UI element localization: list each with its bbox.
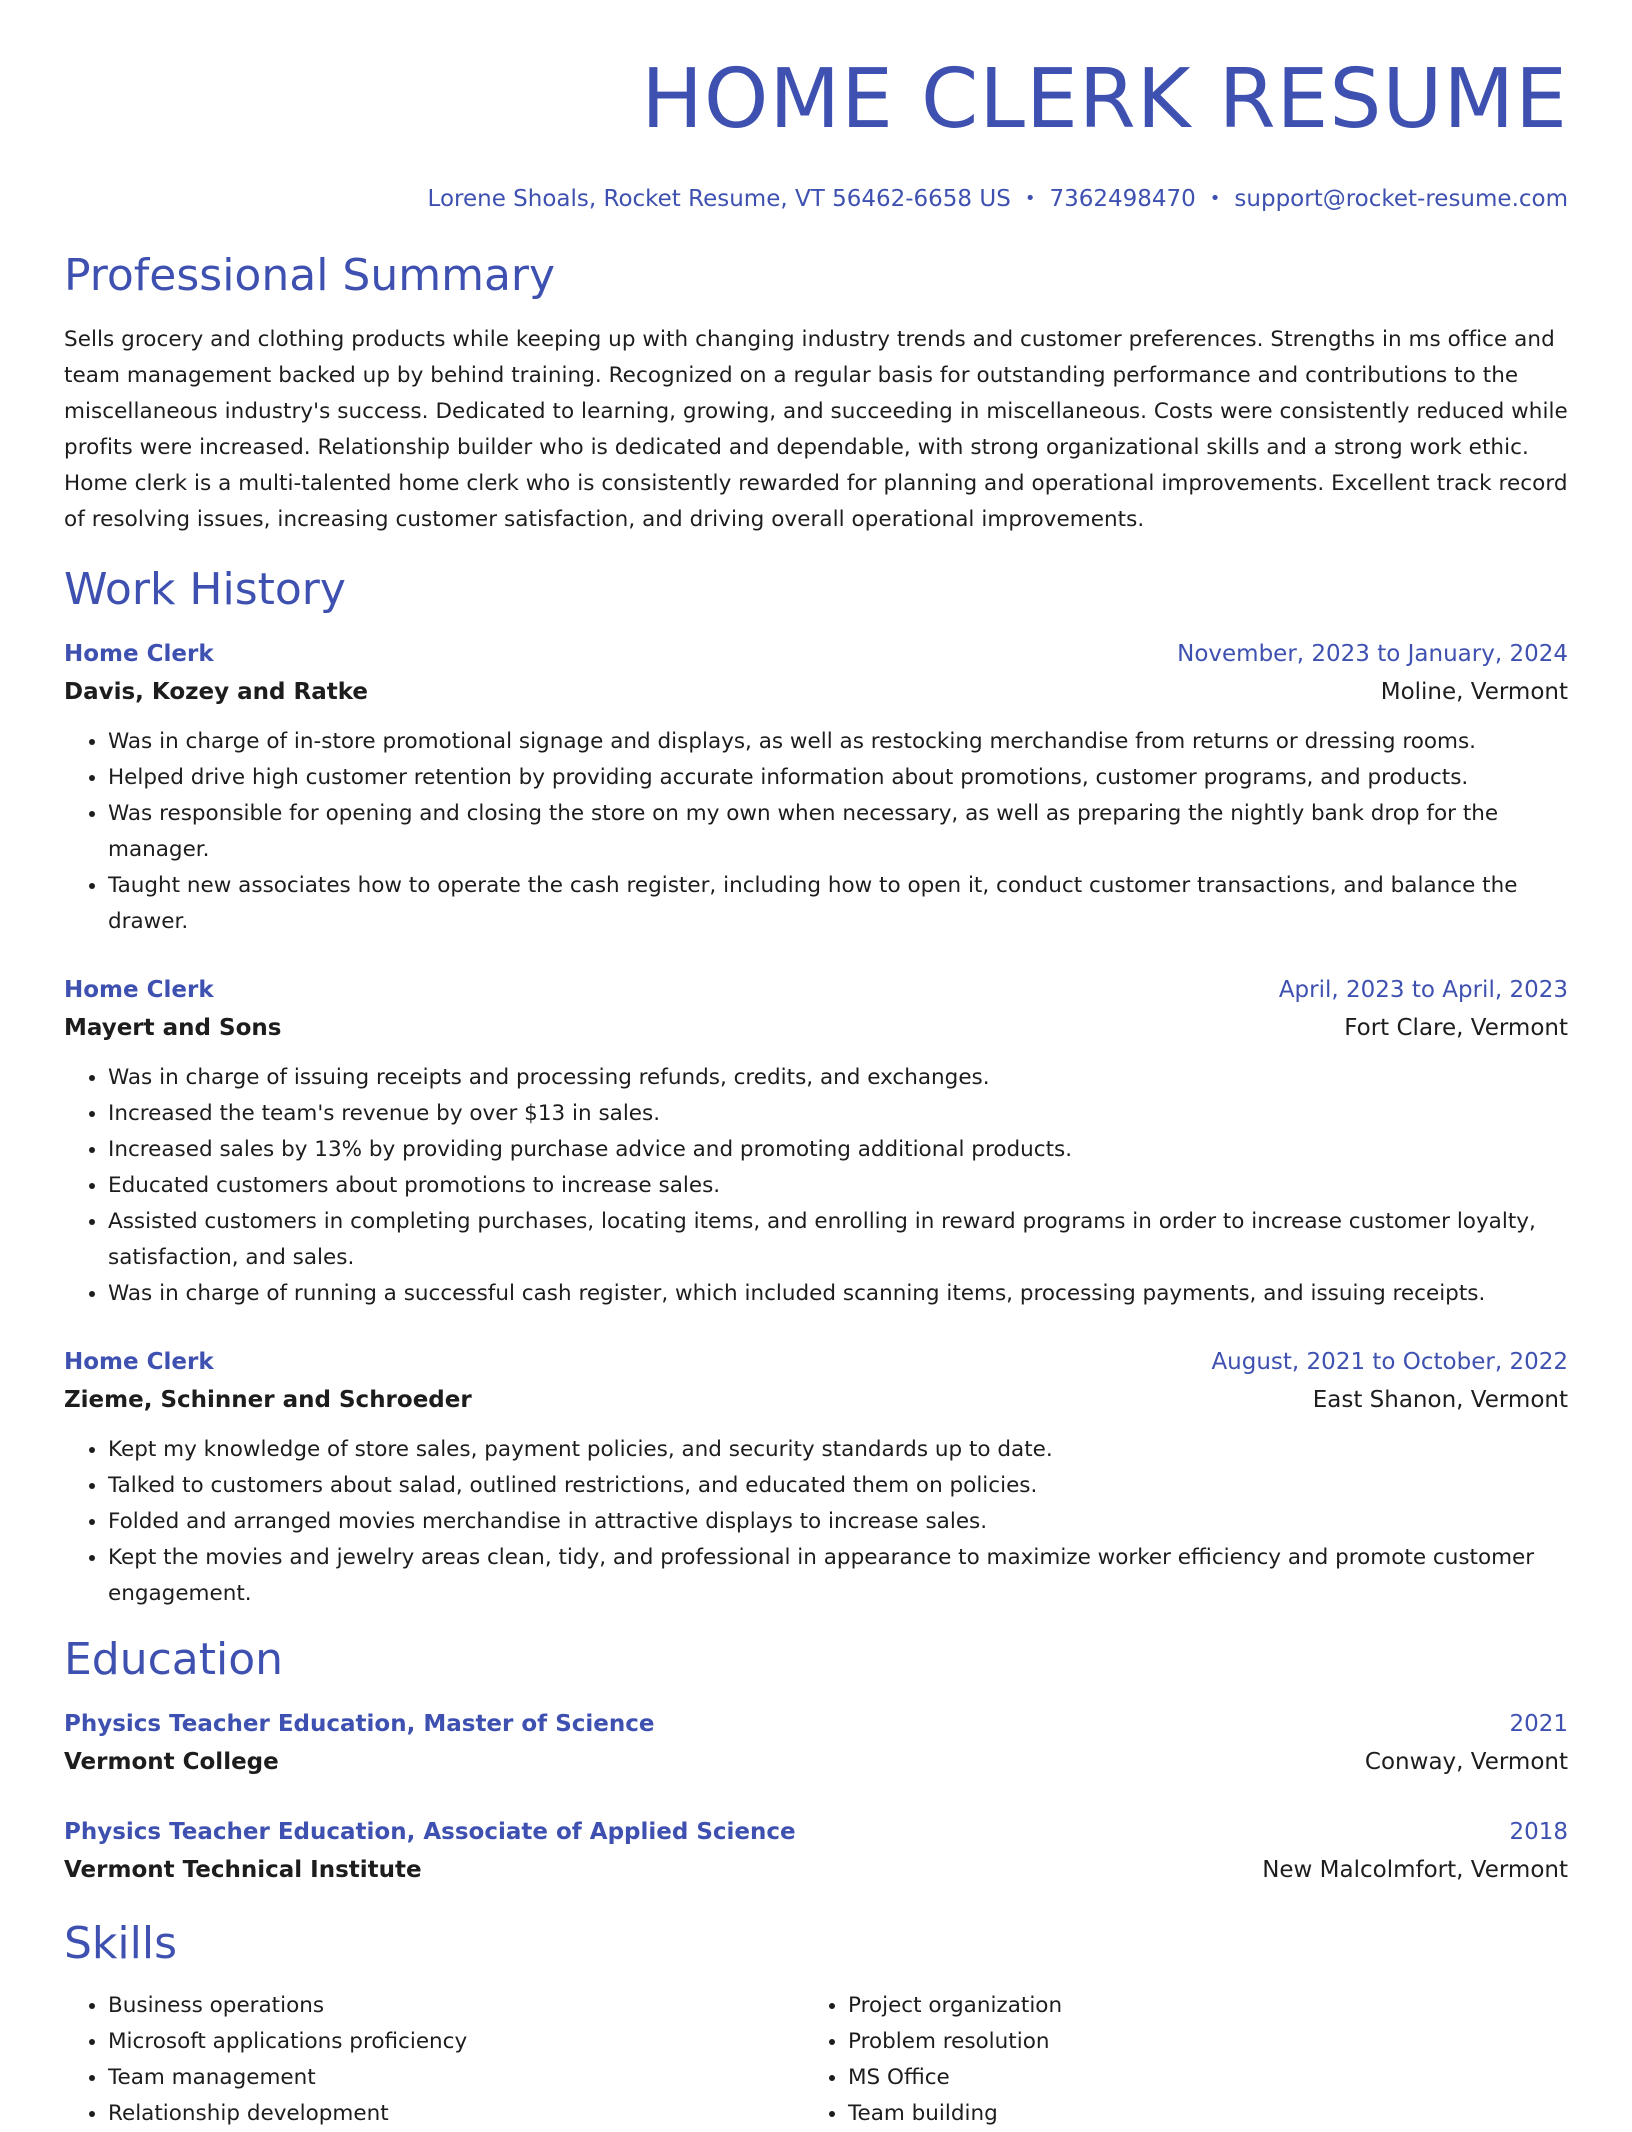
skill-item: • Relationship development <box>108 2096 804 2132</box>
job-location: Moline, Vermont <box>1380 679 1568 705</box>
education-school: Vermont Technical Institute <box>64 1857 422 1883</box>
skills-section <box>64 1918 1568 2132</box>
job-dates: August, 2021 to October, 2022 <box>1211 1349 1568 1375</box>
skill-item: • Team management <box>108 2060 804 2096</box>
job-entry <box>64 636 1568 940</box>
contact-phone: 7362498470 <box>1049 186 1196 212</box>
job-bullets <box>64 1432 1568 1612</box>
job-entry <box>64 1344 1568 1612</box>
skills-grid <box>64 1988 1568 2132</box>
resume-title: HOME CLERK RESUME <box>641 52 1568 147</box>
job-bullet: • Kept the movies and jewelry areas clean, tidy, and professional in appearance to maximize worker efficiency and promote customer engagement. <box>108 1540 1568 1612</box>
job-bullet: • Helped drive high customer retention by providing accurate information about promotions, customer programs, and products. <box>108 760 1568 796</box>
skill-item: • Team building <box>848 2096 1568 2132</box>
education-year: 2021 <box>1509 1711 1568 1737</box>
job-bullets <box>64 1060 1568 1312</box>
job-bullet: • Taught new associates how to operate the cash register, including how to open it, conduct customer transactions, and balance the drawer. <box>108 868 1568 940</box>
summary-section <box>64 250 1568 538</box>
job-bullet: • Folded and arranged movies merchandise in attractive displays to increase sales. <box>108 1504 1568 1540</box>
education-entry <box>64 1814 1568 1890</box>
contact-separator: • <box>1024 188 1036 209</box>
education-location: New Malcolmfort, Vermont <box>1262 1857 1568 1883</box>
education-heading: Education <box>64 1634 284 1685</box>
job-bullet: • Kept my knowledge of store sales, payment policies, and security standards up to date. <box>108 1432 1568 1468</box>
job-bullet: • Increased sales by 13% by providing purchase advice and promoting additional products. <box>108 1132 1568 1168</box>
job-bullet: • Was in charge of in-store promotional signage and displays, as well as restocking merchandise from returns or dressing rooms. <box>108 724 1568 760</box>
education-school: Vermont College <box>64 1749 279 1775</box>
contact-separator: • <box>1209 188 1221 209</box>
job-bullet: • Assisted customers in completing purchases, locating items, and enrolling in reward programs in order to increase customer loyalty, satisfaction, and sales. <box>108 1204 1568 1276</box>
contact-address: Lorene Shoals, Rocket Resume, VT 56462-6658 US <box>427 186 1011 212</box>
education-degree: Physics Teacher Education, Master of Science <box>64 1711 655 1737</box>
job-bullet: • Increased the team's revenue by over $13 in sales. <box>108 1096 1568 1132</box>
education-section <box>64 1634 1568 1890</box>
skill-item: • Problem resolution <box>848 2024 1568 2060</box>
skills-column-left <box>64 1988 804 2132</box>
job-bullet: • Talked to customers about salad, outlined restrictions, and educated them on policies. <box>108 1468 1568 1504</box>
job-bullets <box>64 724 1568 940</box>
education-location: Conway, Vermont <box>1364 1749 1568 1775</box>
job-title: Home Clerk <box>64 641 214 667</box>
skill-item: • Business operations <box>108 1988 804 2024</box>
skills-column-right <box>804 1988 1568 2132</box>
work-history-section <box>64 564 1568 1612</box>
skill-item: • Microsoft applications proficiency <box>108 2024 804 2060</box>
education-entry <box>64 1706 1568 1782</box>
job-bullet: • Educated customers about promotions to increase sales. <box>108 1168 1568 1204</box>
job-bullet: • Was in charge of issuing receipts and processing refunds, credits, and exchanges. <box>108 1060 1568 1096</box>
contact-line <box>64 186 1568 212</box>
skill-item: • MS Office <box>848 2060 1568 2096</box>
education-year: 2018 <box>1509 1819 1568 1845</box>
work-history-heading: Work History <box>64 564 346 615</box>
summary-heading: Professional Summary <box>64 250 556 301</box>
job-bullet: • Was in charge of running a successful cash register, which included scanning items, processing payments, and issuing receipts. <box>108 1276 1568 1312</box>
job-title: Home Clerk <box>64 977 214 1003</box>
job-location: East Shanon, Vermont <box>1312 1387 1568 1413</box>
contact-email[interactable]: support@rocket-resume.com <box>1234 186 1568 212</box>
job-entry <box>64 972 1568 1312</box>
skills-heading: Skills <box>64 1918 178 1969</box>
job-company: Davis, Kozey and Ratke <box>64 679 368 705</box>
skill-item: • Project organization <box>848 1988 1568 2024</box>
job-company: Zieme, Schinner and Schroeder <box>64 1387 472 1413</box>
job-dates: April, 2023 to April, 2023 <box>1278 977 1568 1003</box>
job-dates: November, 2023 to January, 2024 <box>1177 641 1568 667</box>
summary-text: Sells grocery and clothing products while keeping up with changing industry trends and customer preferences. Strengths in ms office and team management backed up by behind training. Recognized on a regular basis for outstanding performance and contributions to the miscellaneous industry's success. Dedicated to learning, growing, and succeeding in miscellaneous. Costs were consistently reduced while profits were increased. Relationship builder who is dedicated and dependable, with strong organizational skills and a strong work ethic. Home clerk is a multi-talented home clerk who is consistently rewarded for planning and operational improvements. Excellent track record of resolving issues, increasing customer satisfaction, and driving overall operational improvements. <box>64 327 1568 532</box>
job-title: Home Clerk <box>64 1349 214 1375</box>
job-location: Fort Clare, Vermont <box>1344 1015 1568 1041</box>
job-bullet: • Was responsible for opening and closing the store on my own when necessary, as well as preparing the nightly bank drop for the manager. <box>108 796 1568 868</box>
job-company: Mayert and Sons <box>64 1015 282 1041</box>
education-degree: Physics Teacher Education, Associate of Applied Science <box>64 1819 796 1845</box>
